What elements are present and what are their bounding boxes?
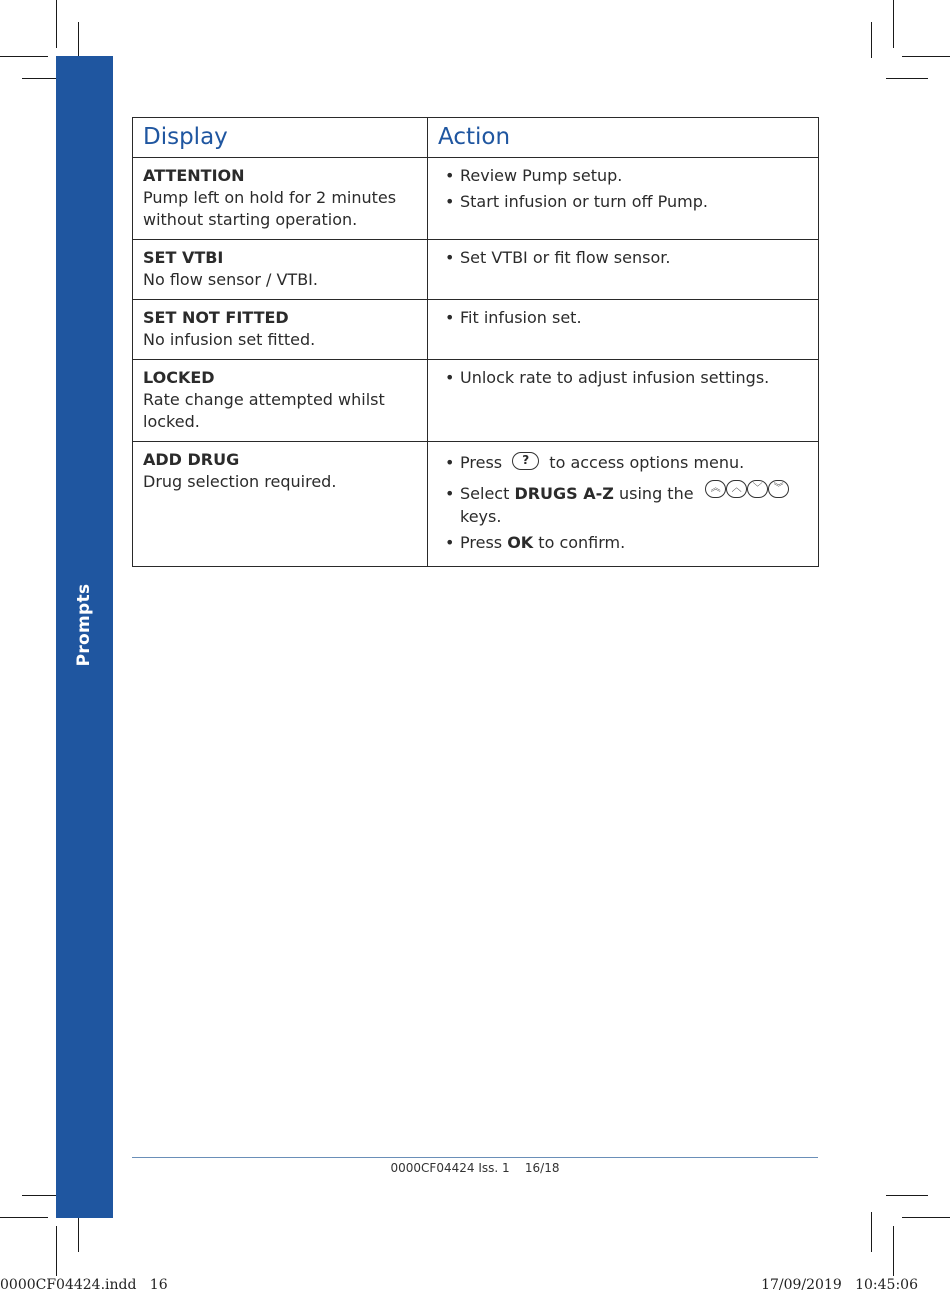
action-text: using the	[619, 484, 694, 503]
action-list	[438, 165, 808, 213]
action-item	[445, 452, 808, 474]
slug-filename: 0000CF04424.indd 16	[0, 1277, 168, 1293]
crop-mark	[871, 22, 872, 58]
action-item: • Set VTBI or fit flow sensor.	[445, 247, 808, 269]
slug-timestamp: 17/09/2019 10:45:06	[761, 1277, 918, 1293]
crop-mark	[902, 56, 950, 57]
crop-mark	[893, 1226, 894, 1276]
action-cell	[428, 158, 819, 240]
action-item	[445, 532, 808, 554]
table-row	[133, 158, 819, 240]
action-cell	[428, 360, 819, 442]
section-label: Prompts	[74, 583, 94, 667]
action-cell	[428, 442, 819, 567]
crop-mark	[22, 78, 58, 79]
table-header-row	[133, 118, 819, 158]
action-emphasis: DRUGS A-Z	[514, 484, 614, 503]
table-row	[133, 240, 819, 300]
prompt-description: No infusion set fitted.	[143, 330, 316, 349]
prompt-title: ATTENTION	[143, 166, 245, 185]
action-list	[438, 452, 808, 554]
action-list	[438, 307, 808, 329]
footer-doc-number: 0000CF04424 Iss. 1 16/18	[390, 1161, 560, 1175]
prompt-description: Drug selection required.	[143, 472, 337, 491]
table-row	[133, 442, 819, 567]
display-cell	[133, 240, 428, 300]
crop-mark	[78, 1212, 79, 1252]
action-item: • Start infusion or turn off Pump.	[445, 191, 808, 213]
action-emphasis: OK	[507, 532, 534, 552]
action-text: Press	[460, 532, 503, 552]
action-list	[438, 367, 808, 389]
prompt-title: ADD DRUG	[143, 450, 240, 469]
display-cell	[133, 300, 428, 360]
up-arrow-icon: ︿	[726, 480, 747, 498]
prompt-title: SET NOT FITTED	[143, 308, 289, 327]
crop-mark	[78, 22, 79, 58]
crop-mark	[0, 1217, 48, 1218]
table-row	[133, 360, 819, 442]
double-down-arrow-icon: ︾	[768, 480, 789, 498]
action-header: Action	[428, 118, 819, 158]
prompt-description: No flow sensor / VTBI.	[143, 270, 318, 289]
action-item: • Fit infusion set.	[445, 307, 808, 329]
double-up-arrow-icon: ︽	[705, 480, 726, 498]
display-cell	[133, 158, 428, 240]
display-header: Display	[133, 118, 428, 158]
action-cell	[428, 300, 819, 360]
prompts-table	[132, 117, 819, 567]
prompt-title: SET VTBI	[143, 248, 224, 267]
action-list	[438, 247, 808, 269]
crop-mark	[871, 1212, 872, 1252]
down-arrow-icon: ﹀	[747, 480, 768, 498]
prompt-description: Pump left on hold for 2 minutes without starting operation.	[143, 188, 397, 229]
action-text: to access options menu.	[549, 453, 745, 472]
prompt-title: LOCKED	[143, 368, 215, 387]
table-row	[133, 300, 819, 360]
action-text: Press	[460, 453, 503, 472]
crop-mark	[886, 78, 928, 79]
action-text: keys.	[460, 506, 502, 526]
crop-mark	[902, 1217, 950, 1218]
action-item	[445, 483, 808, 528]
crop-mark	[893, 0, 894, 48]
action-text: to confirm.	[538, 532, 626, 552]
prompt-description: Rate change attempted whilst locked.	[143, 390, 385, 431]
action-cell	[428, 240, 819, 300]
display-cell	[133, 442, 428, 567]
action-item: • Unlock rate to adjust infusion settings.	[445, 367, 808, 389]
action-item: • Review Pump setup.	[445, 165, 808, 187]
crop-mark	[0, 56, 48, 57]
action-text: Select	[460, 484, 510, 503]
crop-mark	[56, 1226, 57, 1276]
crop-mark	[56, 0, 57, 48]
help-key-icon: ?	[512, 452, 539, 470]
display-cell	[133, 360, 428, 442]
arrow-keys-icon	[705, 481, 789, 503]
footer-divider	[132, 1157, 818, 1158]
crop-mark	[886, 1195, 928, 1196]
